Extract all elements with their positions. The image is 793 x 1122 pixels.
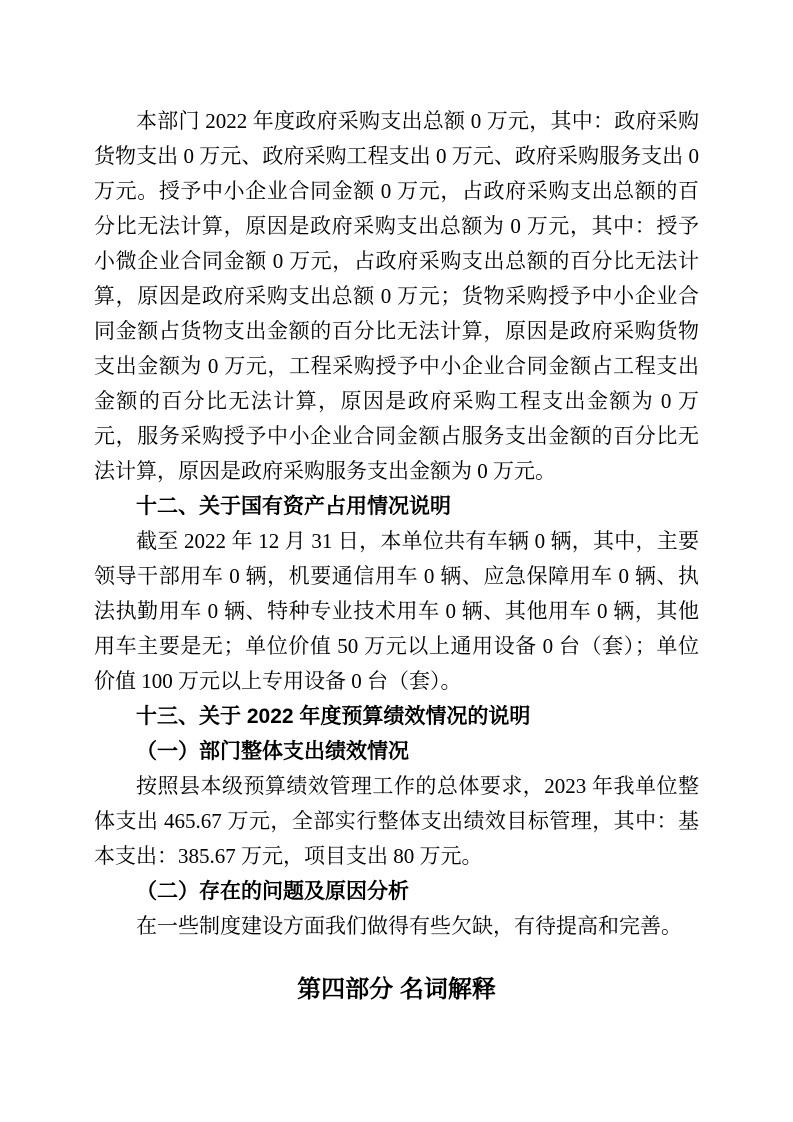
- part-4-title-glossary: 第四部分 名词解释: [297, 976, 496, 1003]
- paragraph-government-procurement: 本部门 2022 年度政府采购支出总额 0 万元，其中：政府采购货物支出 0 万元、政府采购工程支出 0 万元、政府采购服务支出 0 万元。授予中小企业合同金额 0 万元，占政府采购支出总额的百分比无法计算，原因是政府采购支出总额为 0 万元，其中：授予小微企业合同金额 0 万元，占政府采购支出总额的百分比无法计算，原因是政府采购支出总额 0 万元；货物采购授予中小企业合同金额占货物支出金额的百分比无法计算，原因是政府采购货物支出金额为 0 万元，工程采购授予中小企业合同金额占工程支出金额的百分比无法计算，原因是政府采购工程支出金额为 0 万元，服务采购授予中小企业合同金额占服务支出金额的百分比无法计算，原因是政府采购服务支出金额为 0 万元。: [94, 109, 699, 483]
- paragraph-problems: 在一些制度建设方面我们做得有些欠缺，有待提高和完善。: [136, 914, 682, 938]
- paragraph-performance-management: 按照县本级预算绩效管理工作的总体要求，2023 年我单位整体支出 465.67 万元，全部实行整体支出绩效目标管理，其中：基本支出：385.67 万元，项目支出 80 万元。: [94, 774, 699, 868]
- paragraph-state-assets: 截至 2022 年 12 月 31 日，本单位共有车辆 0 辆，其中，主要领导干部用车 0 辆，机要通信用车 0 辆、应急保障用车 0 辆、执法执勤用车 0 辆、特种专业技术用车 0 辆、其他用车 0 辆，其他用车主要是无；单位价值 50 万元以上通用设备 0 台（套）；单位价值 100 万元以上专用设备 0 台（套）。: [94, 529, 699, 693]
- subheading-1-overall-expenditure-performance: （一）部门整体支出绩效情况: [136, 740, 409, 763]
- heading-section-12-state-assets: 十二、关于国有资产占用情况说明: [136, 495, 451, 518]
- subheading-2-problems-and-causes: （二）存在的问题及原因分析: [136, 880, 409, 903]
- heading-section-13-budget-performance: 十三、关于 2022 年度预算绩效情况的说明: [136, 705, 531, 728]
